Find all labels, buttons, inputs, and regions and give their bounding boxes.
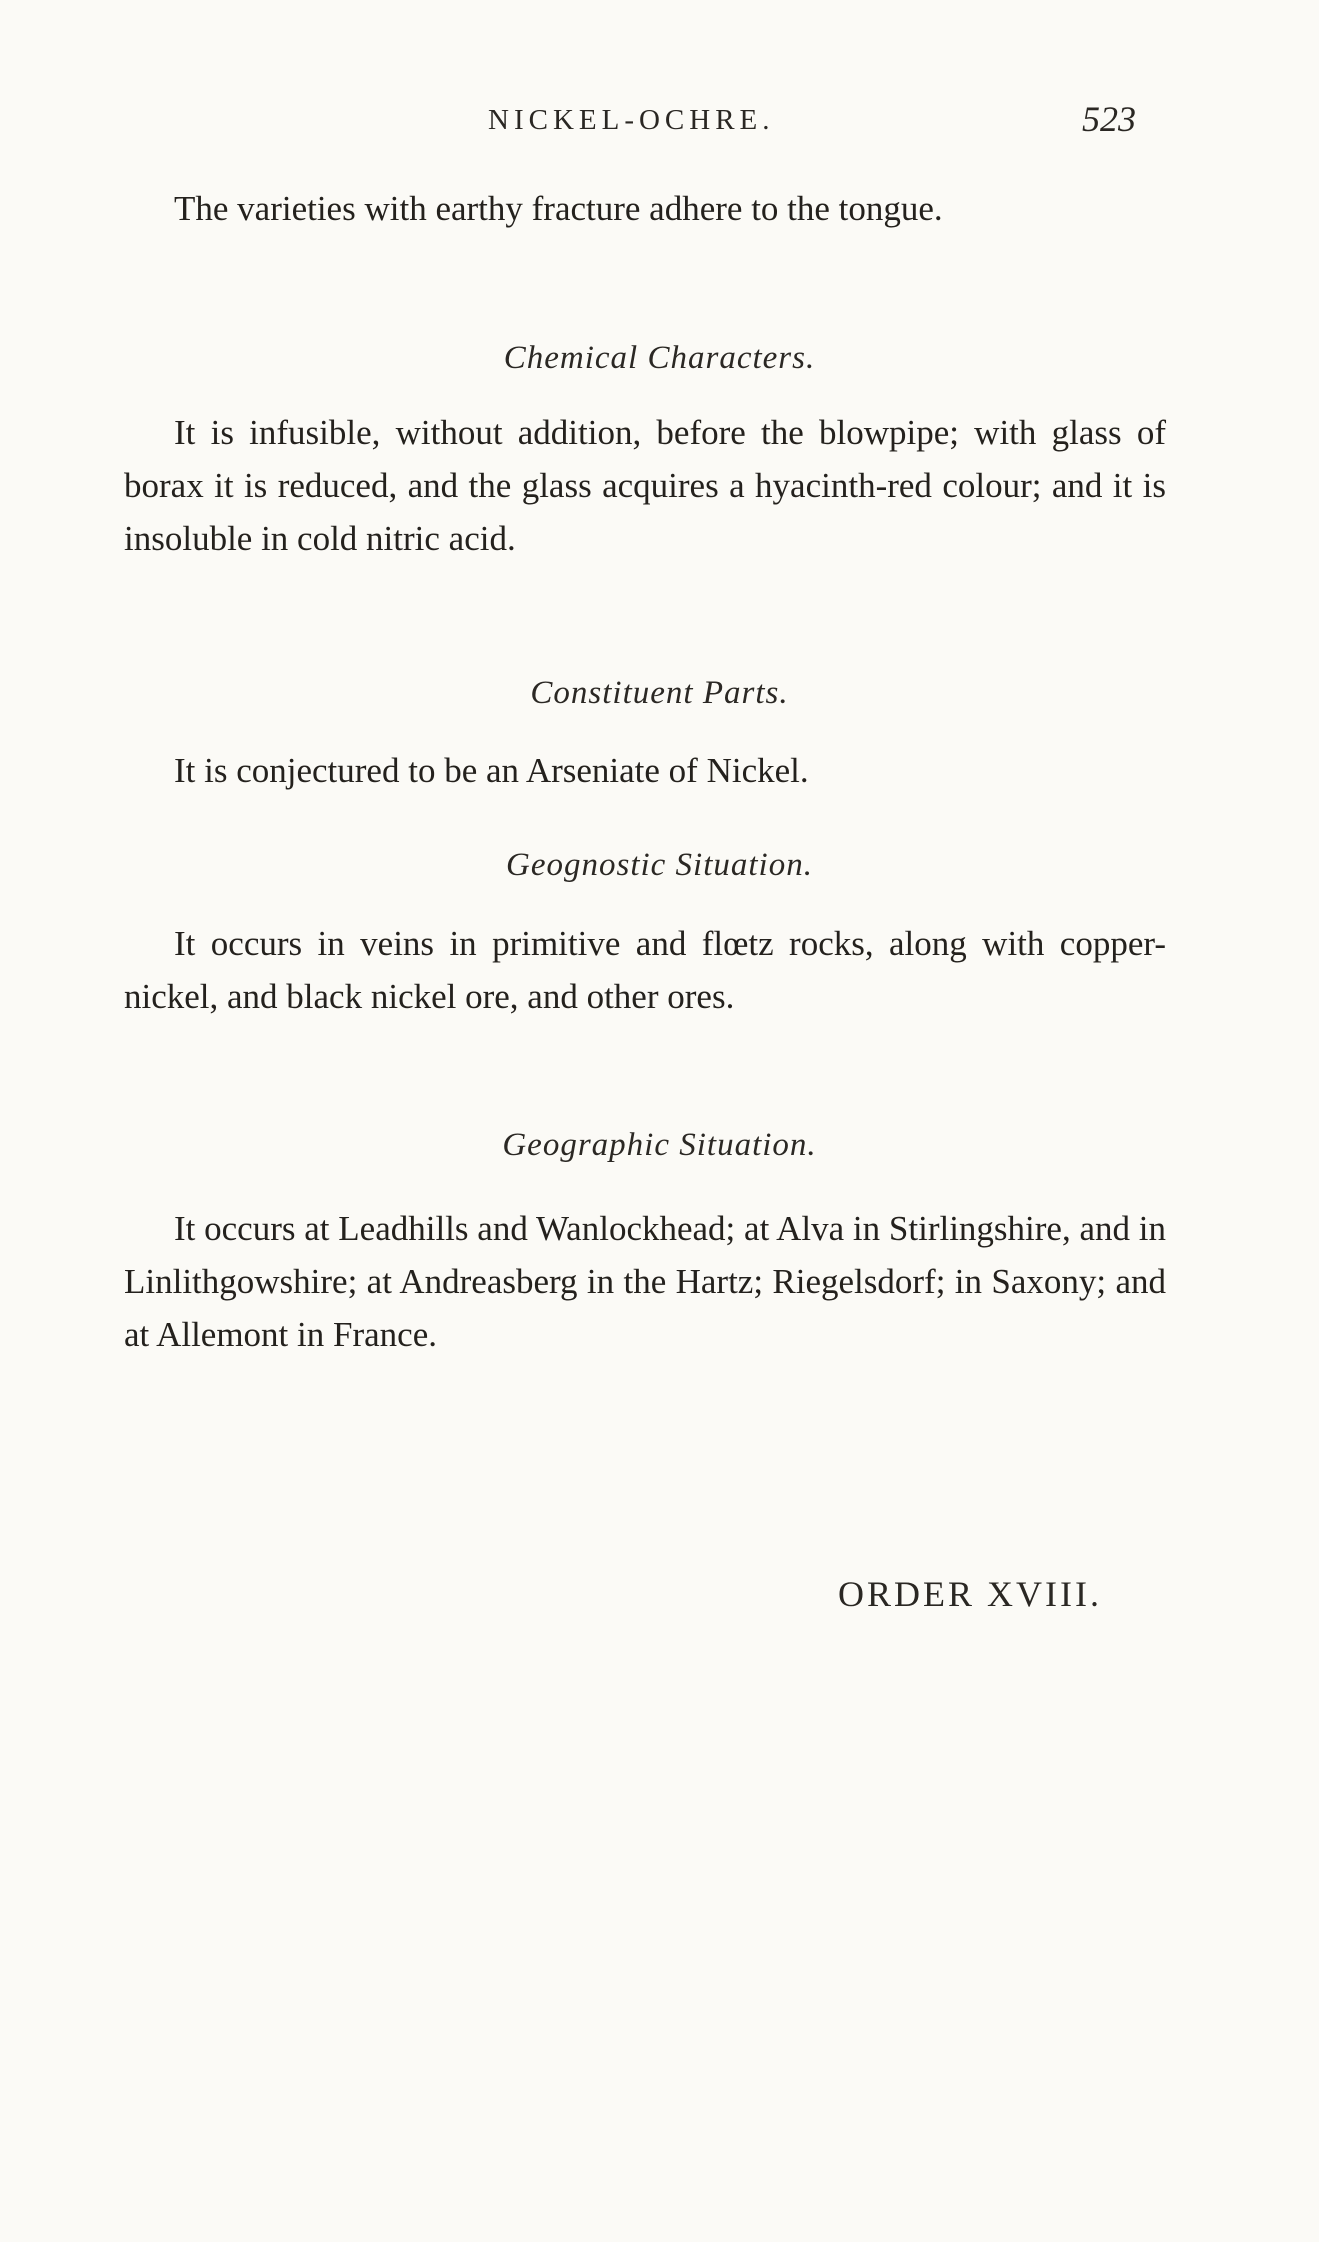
- heading-constituent-parts: Constituent Parts.: [530, 675, 789, 711]
- paragraph-chemical-characters: [124, 406, 1166, 565]
- heading-chemical-characters: Chemical Characters.: [503, 340, 816, 376]
- paragraph-geographic-situation: [124, 1202, 1166, 1361]
- paragraph-text: It occurs in veins in primitive and flœtz rocks, along with copper-nickel, and black nickel ore, and other ores.: [124, 924, 1166, 1016]
- paragraph-geognostic-situation: [124, 917, 1166, 1023]
- catchword: ORDER XVIII.: [838, 1574, 1102, 1614]
- page-header: [0, 99, 1319, 154]
- heading-geographic-situation: Geographic Situation.: [502, 1127, 817, 1163]
- paragraph-text: It is infusible, without addition, before the blowpipe; with glass of borax it is reduced, and the glass acquires a hyacinth-red colour; and it is insoluble in cold nitric acid.: [124, 413, 1166, 558]
- paragraph-tongue-adhesion: [124, 182, 1166, 235]
- running-head: NICKEL-OCHRE.: [488, 104, 775, 136]
- heading-geognostic-situation: Geognostic Situation.: [506, 847, 813, 883]
- paragraph-constituent-parts: [124, 744, 1166, 797]
- paragraph-text: It is conjectured to be an Arseniate of Nickel.: [174, 751, 809, 790]
- page-number: 523: [1082, 99, 1136, 139]
- paragraph-text: It occurs at Leadhills and Wanlockhead; at Alva in Stirlingshire, and in Linlithgowshire; at Andreasberg in the Hartz; Riegelsdorf; in Saxony; and at Allemont in France.: [124, 1209, 1166, 1354]
- paragraph-text: The varieties with earthy fracture adhere to the tongue.: [174, 189, 943, 228]
